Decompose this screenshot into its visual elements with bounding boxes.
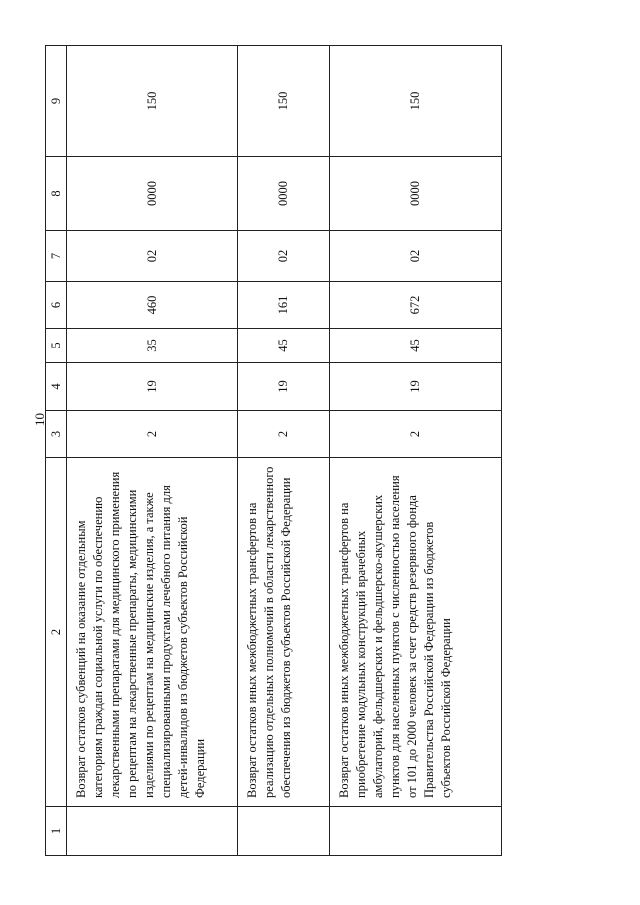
code-cell: 02: [238, 231, 330, 282]
header-cell: 9: [46, 46, 67, 157]
code-cell: 0000: [67, 157, 238, 231]
budget-classification-table: [45, 45, 502, 856]
code-cell: 150: [67, 46, 238, 157]
code-cell: 150: [238, 46, 330, 157]
code-cell: 2: [67, 411, 238, 458]
code-cell: 19: [330, 363, 502, 411]
header-cell: 6: [46, 282, 67, 329]
row-index-cell: [238, 807, 330, 856]
header-row: [46, 46, 67, 856]
code-cell: 161: [238, 282, 330, 329]
code-cell: 2: [238, 411, 330, 458]
header-cell: 4: [46, 363, 67, 411]
code-cell: 150: [330, 46, 502, 157]
row-index-cell: [330, 807, 502, 856]
code-cell: 45: [330, 329, 502, 363]
code-cell: 19: [67, 363, 238, 411]
table-row: [238, 46, 330, 856]
code-cell: 0000: [238, 157, 330, 231]
code-cell: 2: [330, 411, 502, 458]
code-cell: 672: [330, 282, 502, 329]
row-description: Возврат остатков иных межбюджетных трансфертов на реализацию отдельных полномочий в области лекарственного обеспечения из бюджетов субъектов Российской Федерации: [238, 458, 330, 807]
page-number: 10: [32, 413, 47, 426]
table-row: [330, 46, 502, 856]
header-cell: 1: [46, 807, 67, 856]
table-row: [67, 46, 238, 856]
header-cell: 5: [46, 329, 67, 363]
header-cell: 3: [46, 411, 67, 458]
budget-table-rotated: [45, 46, 500, 856]
code-cell: 45: [238, 329, 330, 363]
code-cell: 19: [238, 363, 330, 411]
row-description: Возврат остатков иных межбюджетных трансфертов на приобретение модульных конструкций врачебных амбулаторий, фельдшерских и фельдшерско-акушерских пунктов для населенных пунктов с численностью населения от 101 до 2000 человек за счет средств резервного фонда Правительства Российской Федерации из бюджетов субъектов Российской Федерации: [330, 458, 502, 807]
row-description: Возврат остатков субвенций на оказание отдельным категориям граждан социальной услуги по обеспечению лекарственными препаратами для медицинского применения по рецептам на лекарственные препараты, медицинскими изделиями по рецептам на медицинские изделия, а также специализированными продуктами лечебного питания для детей-инвалидов из бюджетов субъектов Российской Федерации: [67, 458, 238, 807]
header-cell: 7: [46, 231, 67, 282]
code-cell: 0000: [330, 157, 502, 231]
header-cell: 2: [46, 458, 67, 807]
header-cell: 8: [46, 157, 67, 231]
code-cell: 02: [67, 231, 238, 282]
row-index-cell: [67, 807, 238, 856]
code-cell: 460: [67, 282, 238, 329]
code-cell: 35: [67, 329, 238, 363]
code-cell: 02: [330, 231, 502, 282]
